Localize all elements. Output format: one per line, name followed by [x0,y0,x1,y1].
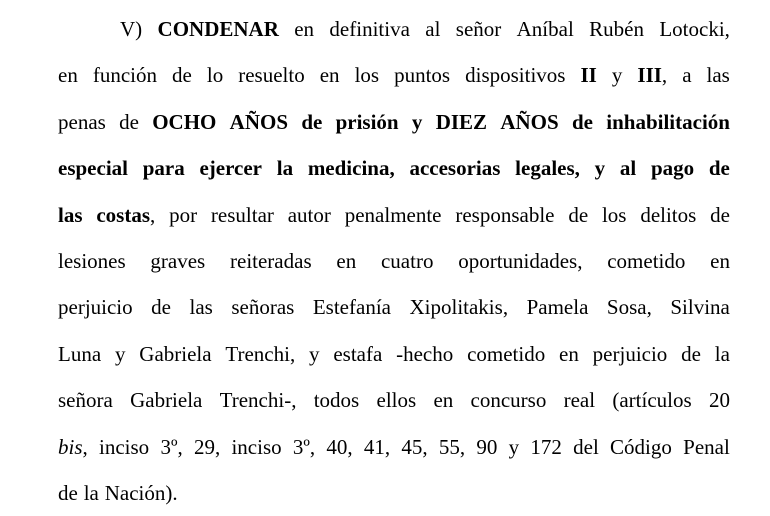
word: , [661,63,668,88]
text-line [58,192,730,238]
word-group [681,331,701,377]
word-group [456,6,502,52]
word-group [139,331,211,377]
word: de [708,156,730,181]
word-group [130,377,202,423]
word: Estefanía [312,295,391,320]
word: lesiones [58,248,126,273]
word: señoras [231,295,295,320]
word: III [637,63,662,88]
word: 55, [438,434,466,459]
word-group [326,424,352,470]
word: de [151,295,171,320]
word: Rubén [589,17,644,41]
word: de [301,109,323,134]
word-group [500,99,558,145]
word: por [169,202,198,227]
word: 40, [326,434,353,459]
word: cometido [467,341,546,366]
word: en [294,17,315,41]
text-line [58,52,730,98]
word-group [682,52,691,98]
word: Luna [58,341,102,366]
word: delitos [640,202,697,227]
text-line [58,331,730,377]
word: CONDENAR [157,17,279,41]
word-group [333,331,382,377]
word: la [83,480,99,505]
word-group [425,6,440,52]
word: 3º, [160,434,183,459]
word: para [142,156,185,181]
word-group [595,145,606,191]
word-group [96,192,155,238]
word-group [119,99,139,145]
word-group [559,331,579,377]
word: de [571,109,593,134]
word: II [580,63,597,88]
word-group [515,145,580,191]
word: Lotocki, [659,17,730,41]
word: 3º, [292,434,316,459]
word: y [594,156,606,181]
word-group [158,6,279,52]
word: inciso [99,434,150,459]
word-group [172,52,192,98]
word-group [288,192,331,238]
text-line [58,99,730,145]
word: pago [650,156,695,181]
word-group [637,52,667,98]
word-group [313,284,391,330]
word-group [517,6,574,52]
word-group [377,377,417,423]
word-group [93,52,157,98]
word: 29, [193,434,221,459]
word-group [58,192,83,238]
word-group [314,377,360,423]
word: lo [206,63,224,88]
word-group [355,52,380,98]
word: de [710,202,730,227]
word: inhabilitación [606,109,730,134]
word: medicina, [307,156,395,181]
word: (artículos [612,388,692,413]
word-group [439,424,465,470]
word: concurso [470,388,547,413]
word: y [114,341,126,366]
word: a [682,63,692,88]
word: la [714,341,730,366]
word: legales, [515,156,580,181]
text-line [58,377,730,423]
word-group [277,145,293,191]
text-line [58,238,730,284]
word: responsable [455,202,555,227]
word-group [329,6,409,52]
word: 45, [401,434,428,459]
word: Sosa, [606,295,652,320]
word: 41, [363,434,391,459]
word-group [651,145,694,191]
word: resuelto [238,63,305,88]
word-group [190,284,213,330]
word: y [309,341,320,366]
word-group [194,424,220,470]
word: accesorias [409,156,501,181]
word-group [564,377,595,423]
word-group [207,52,223,98]
word-group [58,331,101,377]
word: Silvina [670,295,730,320]
word-group [683,424,730,470]
word-group [105,470,178,516]
word: estafa [333,341,383,366]
word-group [433,377,453,423]
word-group [120,6,142,52]
word: las [189,295,213,320]
word: ejercer [199,156,262,181]
word: Nación). [104,480,178,505]
word: del [573,434,599,459]
word-group [396,331,453,377]
word-group [336,238,356,284]
word-group [455,192,554,238]
word: los [354,63,380,88]
word-group [715,331,730,377]
word-group [199,145,262,191]
word-group [160,424,182,470]
word: resultar [210,202,274,227]
word-group [710,238,730,284]
word-group [607,284,652,330]
word: al [619,156,637,181]
word: inciso [231,434,282,459]
word-group [238,52,304,98]
text-line [58,470,730,516]
word-group [573,424,599,470]
word: de [119,109,139,134]
word: las [58,202,83,227]
word: la [276,156,294,181]
word-group [301,99,322,145]
word-group [84,470,99,516]
word: reiteradas [230,248,312,273]
word: definitiva [329,17,410,41]
word: Trenchi-, [219,388,297,413]
word: DIEZ [435,109,488,134]
word: real [563,388,596,413]
word-group [612,377,691,423]
word-group [308,145,395,191]
word-group [115,331,126,377]
word-group [458,238,582,284]
text-line [58,284,730,330]
word: de [58,480,78,505]
word: cometido [607,248,686,273]
word-group [220,377,297,423]
word: costas [96,202,151,227]
word-group [293,424,315,470]
word: , [82,434,88,459]
word: puntos [394,63,451,88]
word-group [709,145,730,191]
text-line [58,424,730,470]
word-group [58,424,88,470]
word: Xipolitakis, [409,295,509,320]
word: prisión [335,109,399,134]
word-group [593,331,668,377]
word: y [611,63,623,88]
word: los [601,202,627,227]
word: las [706,63,730,88]
word: V) [120,17,143,41]
word-group [589,6,644,52]
word-group [58,145,128,191]
word-group [640,192,696,238]
word-group [211,192,274,238]
word-group [465,52,565,98]
word: AÑOS [229,109,289,134]
word-group [58,99,106,145]
word: AÑOS [500,109,559,134]
word: en [710,248,730,273]
word-group [231,284,294,330]
word-group [530,424,562,470]
word: , [150,202,156,227]
word-group [381,238,433,284]
word-group [572,99,593,145]
word-group [58,284,133,330]
word: ellos [376,388,417,413]
word-group [659,6,730,52]
word: autor [287,202,331,227]
word: en [559,341,579,366]
word-group [225,331,295,377]
word-group [58,377,113,423]
word-group [509,424,520,470]
word: bis [58,434,83,459]
word-group [620,145,636,191]
word-group [230,99,288,145]
word: OCHO [152,109,217,134]
word: de [172,63,192,88]
word-group [99,424,149,470]
word: en [336,248,357,273]
word: y [508,434,520,459]
word: especial [58,156,128,181]
word: penalmente [344,202,442,227]
word: en [433,388,454,413]
word-group [467,331,545,377]
word: Trenchi, [225,341,296,366]
word: de [681,341,701,366]
word-group [670,284,730,330]
word: y [411,109,423,134]
word: penas [58,109,106,134]
word-group [230,238,312,284]
word-group [151,284,171,330]
word: Aníbal [516,17,574,41]
word-group [612,52,623,98]
word: Código [610,434,672,459]
word: oportunidades, [458,248,583,273]
word-group [58,470,78,516]
word-group [169,192,197,238]
word-group [610,424,672,470]
word-group [709,377,730,423]
word: al [425,17,441,41]
word-group [471,377,547,423]
word: 90 [476,434,498,459]
word: cuatro [380,248,434,273]
word-group [436,99,487,145]
word: en [58,63,78,88]
word-group [58,52,78,98]
word-group [606,99,730,145]
word: función [92,63,157,88]
word: Gabriela [139,341,212,366]
word-group [150,238,205,284]
word: perjuicio [58,295,133,320]
word-group [581,52,597,98]
word-group [710,192,730,238]
word: dispositivos [465,63,566,88]
word-group [336,99,399,145]
word: perjuicio [592,341,668,366]
word-group [568,192,588,238]
word-group [412,99,423,145]
word-group [401,424,427,470]
word: todos [313,388,360,413]
text-line [58,6,730,52]
word-group [143,145,185,191]
word: Penal [683,434,730,459]
word: 20 [708,388,730,413]
word: -hecho [396,341,454,366]
word-group [345,192,442,238]
word: graves [150,248,206,273]
word-group [152,99,216,145]
word-group [364,424,390,470]
word: Gabriela [130,388,203,413]
word-group [394,52,450,98]
word-group [409,284,508,330]
text-line [58,145,730,191]
verdict-paragraph [58,6,730,516]
word: en [319,63,340,88]
word-group [409,145,500,191]
word-group [58,238,126,284]
word-group [320,52,340,98]
word-group [527,284,589,330]
word: 172 [530,434,562,459]
word-group [309,331,320,377]
word: señor [455,17,502,41]
word-group [294,6,314,52]
word-group [231,424,281,470]
word-group [476,424,497,470]
word-group [607,238,685,284]
word: de [568,202,589,227]
word: Pamela [526,295,589,320]
word-group [707,52,730,98]
word: señora [58,388,113,413]
word-group [602,192,627,238]
document-page [58,6,730,516]
